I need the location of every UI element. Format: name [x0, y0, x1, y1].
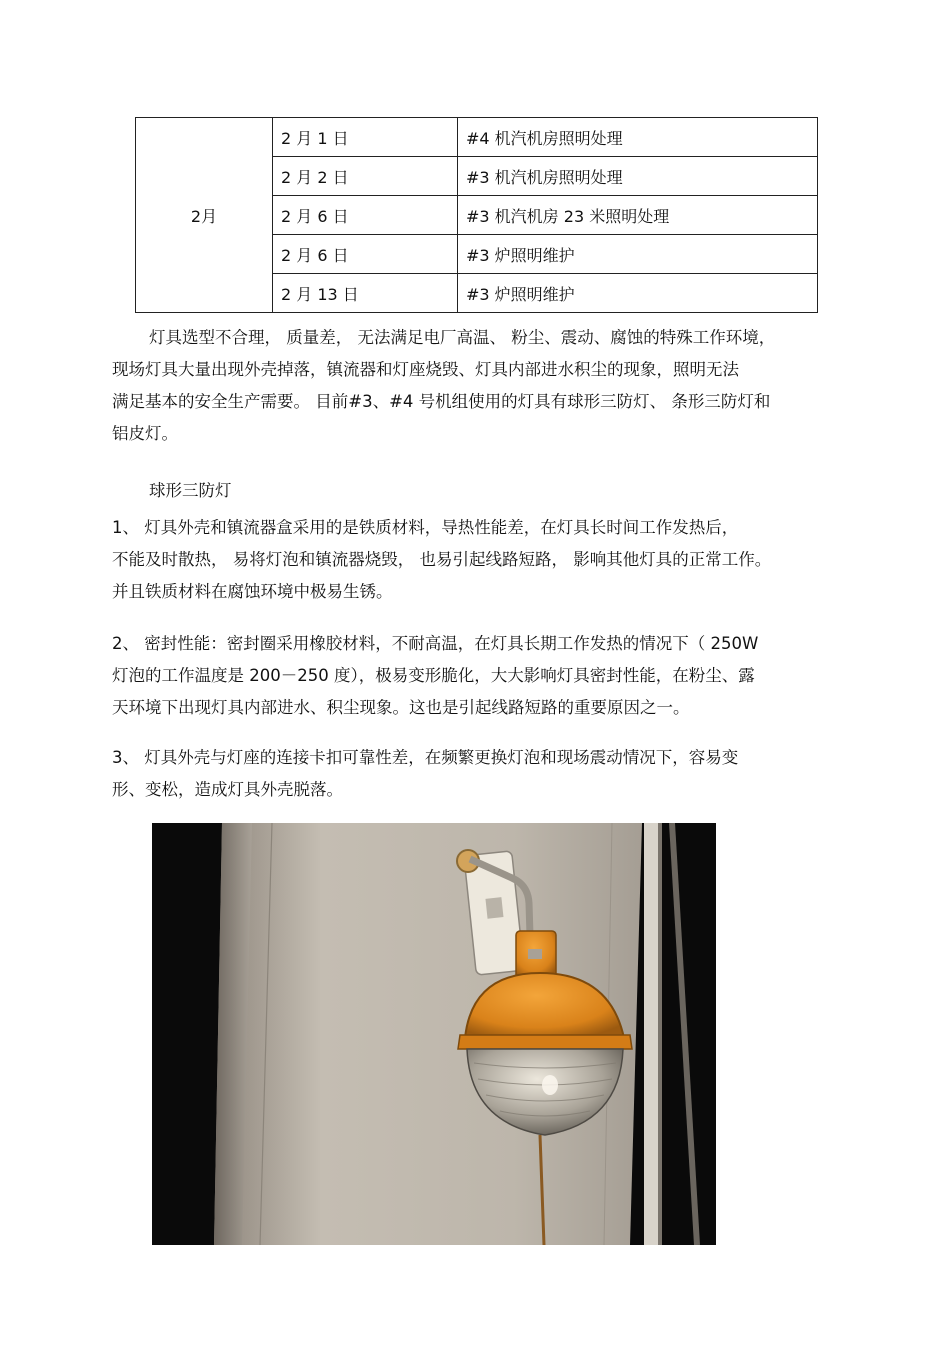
intro-paragraph	[112, 322, 847, 450]
text-line: 铝皮灯。	[112, 424, 178, 443]
text-line: 灯泡的工作温度是 200－250 度），极易变形脆化，大大影响灯具密封性能，在粉尘、露	[112, 666, 755, 685]
task-cell: #4 机汽机房照明处理	[458, 118, 818, 157]
text-line: 2、 密封性能：密封圈采用橡胶材料，不耐高温，在灯具长期工作发热的情况下（ 250W	[112, 634, 759, 653]
item-1	[112, 512, 847, 608]
month-cell: 2月	[136, 118, 273, 313]
table-row	[136, 118, 818, 157]
item-3	[112, 742, 847, 806]
task-cell: #3 炉照明维护	[458, 274, 818, 313]
task-cell: #3 机汽机房照明处理	[458, 157, 818, 196]
text-line: 形、变松，造成灯具外壳脱落。	[112, 780, 343, 799]
text-line: 灯具选型不合理， 质量差， 无法满足电厂高温、 粉尘、震动、腐蚀的特殊工作环境，	[149, 328, 776, 347]
task-cell: #3 机汽机房 23 米照明处理	[458, 196, 818, 235]
text-line: 天环境下出现灯具内部进水、积尘现象。这也是引起线路短路的重要原因之一。	[112, 698, 690, 717]
heading-text: 球形三防灯	[149, 481, 232, 500]
date-cell: 2 月 1 日	[273, 118, 458, 157]
date-cell: 2 月 6 日	[273, 235, 458, 274]
text-line: 3、 灯具外壳与灯座的连接卡扣可靠性差，在频繁更换灯泡和现场震动情况下，容易变	[112, 748, 739, 767]
item-2	[112, 628, 847, 724]
maintenance-table	[135, 117, 818, 313]
date-cell: 2 月 6 日	[273, 196, 458, 235]
lamp-photo	[152, 823, 716, 1245]
text-line: 现场灯具大量出现外壳掉落，镇流器和灯座烧毁、灯具内部进水积尘的现象，照明无法	[112, 360, 739, 379]
text-line: 不能及时散热， 易将灯泡和镇流器烧毁， 也易引起线路短路， 影响其他灯具的正常工作。	[112, 550, 772, 569]
text-line: 满足基本的安全生产需要。 目前#3、#4 号机组使用的灯具有球形三防灯、 条形三防灯和	[112, 392, 771, 411]
task-cell: #3 炉照明维护	[458, 235, 818, 274]
section-heading	[112, 475, 847, 507]
date-cell: 2 月 13 日	[273, 274, 458, 313]
text-line: 1、 灯具外壳和镇流器盒采用的是铁质材料，导热性能差，在灯具长时间工作发热后，	[112, 518, 739, 537]
date-cell: 2 月 2 日	[273, 157, 458, 196]
spherical-lamp-photo-icon	[152, 823, 716, 1245]
text-line: 并且铁质材料在腐蚀环境中极易生锈。	[112, 582, 393, 601]
